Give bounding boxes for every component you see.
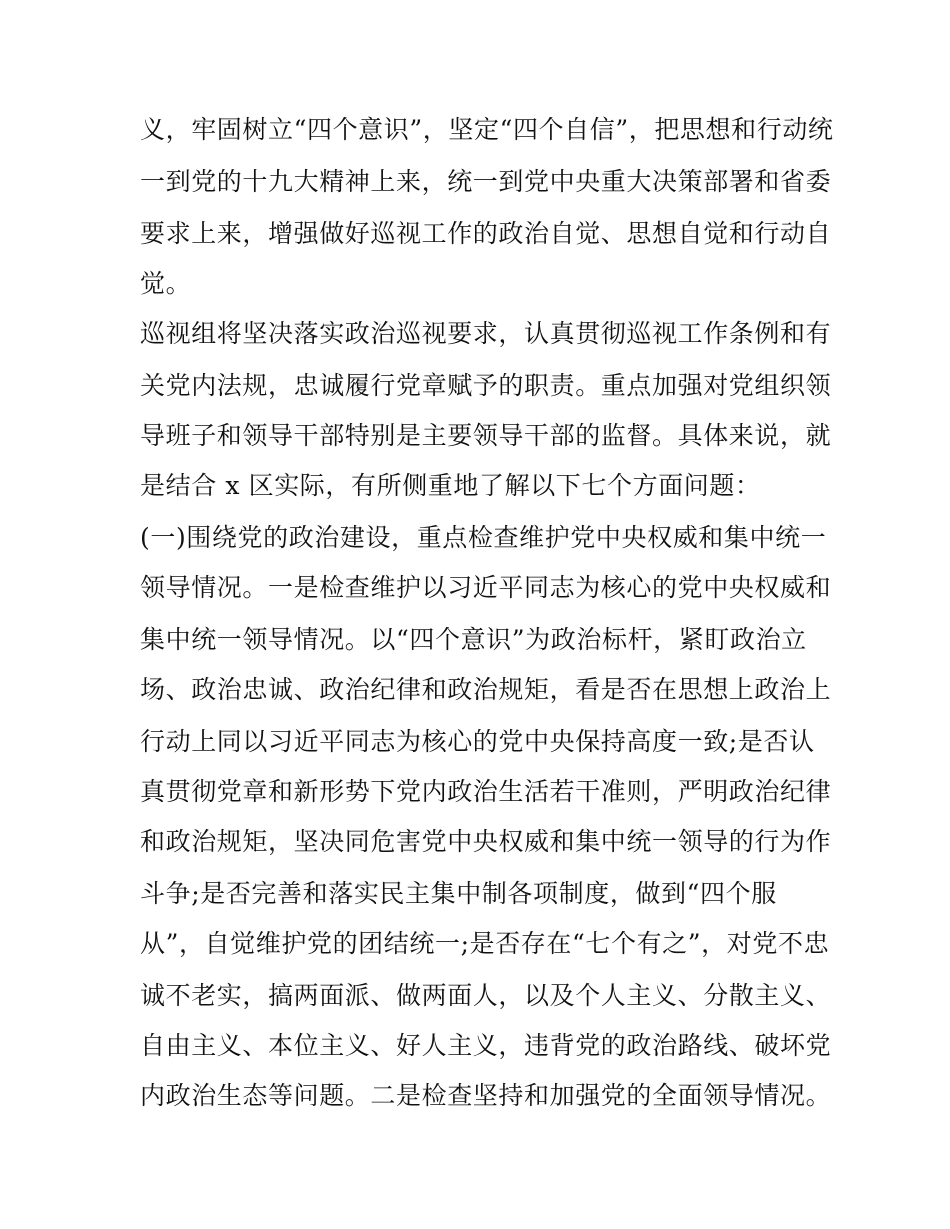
text-line: 关党内法规，忠诚履行党章赋予的职责。重点加强对党组织领 — [140, 371, 832, 400]
text-line: 是结合 x 区实际，有所侧重地了解以下七个方面问题： — [140, 471, 761, 500]
text-line: 义，牢固树立“四个意识”，坚定“四个自信”，把思想和行动统 — [140, 115, 834, 144]
text-line: 自由主义、本位主义、好人主义，违背党的政治路线、破坏党 — [140, 1031, 832, 1060]
text-line: 内政治生态等问题。二是检查坚持和加强党的全面领导情况。 — [140, 1081, 832, 1110]
text-line: 要求上来，增强做好巡视工作的政治自觉、思想自觉和行动自 — [140, 219, 832, 248]
text-line: 巡视组将坚决落实政治巡视要求，认真贯彻巡视工作条例和有 — [140, 319, 832, 348]
text-line: 从”，自觉维护党的团结统一;是否存在“七个有之”，对党不忠 — [140, 929, 830, 958]
text-line: 真贯彻党章和新形势下党内政治生活若干准则，严明政治纪律 — [140, 777, 832, 806]
text-line: 一到党的十九大精神上来，统一到党中央重大决策部署和省委 — [140, 167, 832, 196]
text-line: 和政治规矩，坚决同危害党中央权威和集中统一领导的行为作 — [140, 827, 832, 856]
text-line: 诚不老实，搞两面派、做两面人，以及个人主义、分散主义、 — [140, 981, 832, 1010]
text-line: 领导情况。一是检查维护以习近平同志为核心的党中央权威和 — [140, 573, 832, 602]
text-line: 觉。 — [140, 269, 192, 298]
text-line: 场、政治忠诚、政治纪律和政治规矩，看是否在思想上政治上 — [140, 675, 832, 704]
text-line: (一)围绕党的政治建设，重点检查维护党中央权威和集中统一 — [140, 523, 827, 552]
text-line: 集中统一领导情况。以“四个意识”为政治标杆，紧盯政治立 — [140, 625, 807, 654]
text-line: 行动上同以习近平同志为核心的党中央保持高度一致;是否认 — [140, 727, 815, 756]
text-line: 斗争;是否完善和落实民主集中制各项制度，做到“四个服 — [140, 879, 777, 908]
text-line: 导班子和领导干部特别是主要领导干部的监督。具体来说，就 — [140, 421, 832, 450]
